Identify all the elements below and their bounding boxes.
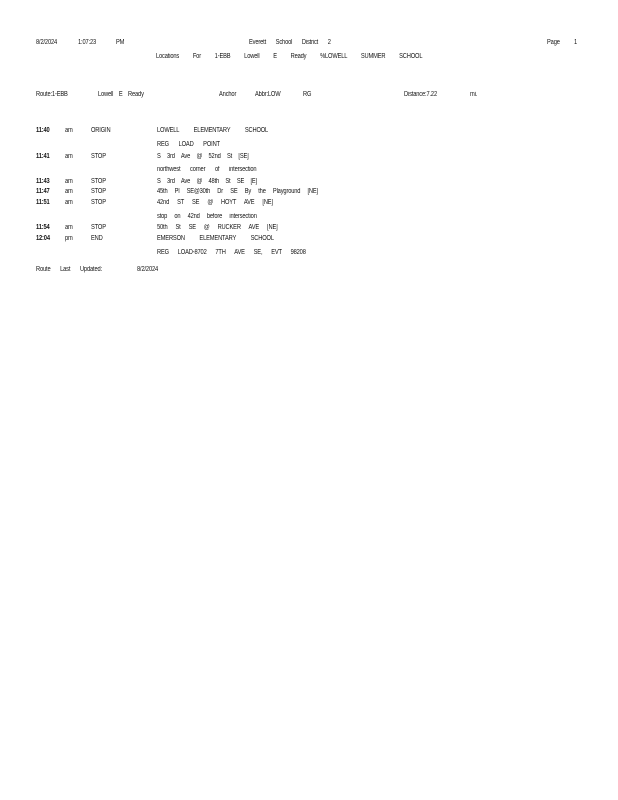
stop-time: 11:54 (36, 224, 50, 231)
stop-type: ORIGIN (91, 127, 111, 134)
stop-location: S 3rd Ave @ 48th St SE [E] (157, 178, 258, 185)
distance-unit: mi. (470, 91, 478, 98)
stop-note: stop on 42nd before intersection (157, 213, 257, 220)
stop-time: 11:51 (36, 199, 50, 206)
stop-ampm: am (65, 188, 73, 195)
report-subtitle: Locations For 1-EBB Lowell E Ready %LOWELL SUMMER SCHOOL (156, 53, 423, 60)
route-abbr-code: RG (303, 91, 312, 98)
stop-time: 11:43 (36, 178, 50, 185)
stop-type: STOP (91, 178, 106, 185)
stop-location: 42nd ST SE @ HOYT AVE [NE] (157, 199, 273, 206)
route-name: Lowell E Ready (98, 91, 144, 98)
stop-type: STOP (91, 153, 106, 160)
stop-type: STOP (91, 199, 106, 206)
stop-type: STOP (91, 224, 106, 231)
stop-note: REG LOAD POINT (157, 141, 220, 148)
stop-ampm: am (65, 178, 73, 185)
stop-ampm: pm (65, 235, 73, 242)
route-distance: Distance:7.22 (404, 91, 437, 98)
report-time-ampm: PM (116, 39, 125, 46)
last-updated-date: 8/2/2024 (137, 266, 159, 273)
stop-location: LOWELL ELEMENTARY SCHOOL (157, 127, 269, 134)
stop-time: 11:47 (36, 188, 50, 195)
stop-ampm: am (65, 224, 73, 231)
stop-time: 12:04 (36, 235, 50, 242)
report-date: 8/2/2024 (36, 39, 58, 46)
route-id: Route:1-EBB (36, 91, 68, 98)
stop-location: 45th Pl SE@30th Dr SE By the Playground [NE] (157, 188, 318, 195)
route-abbr: Abbr:LOW (255, 91, 281, 98)
stop-location: 50th St SE @ RUCKER AVE [NE] (157, 224, 278, 231)
stop-location: EMERSON ELEMENTARY SCHOOL (157, 235, 274, 242)
stop-note: northwest corner of intersection (157, 166, 257, 173)
last-updated-label: Route Last Updated: (36, 266, 102, 273)
page-label: Page (547, 39, 560, 46)
anchor-label: Anchor (219, 91, 237, 98)
page-number: 1 (574, 39, 578, 46)
district-title: Everett School District 2 (249, 39, 331, 46)
stop-ampm: am (65, 199, 73, 206)
stop-type: END (91, 235, 103, 242)
stop-ampm: am (65, 127, 73, 134)
stop-note: REG LOAD-8702 7TH AVE SE, EVT 98208 (157, 249, 306, 256)
stop-type: STOP (91, 188, 106, 195)
stop-time: 11:40 (36, 127, 50, 134)
report-time: 1:07:23 (78, 39, 97, 46)
stop-ampm: am (65, 153, 73, 160)
stop-time: 11:41 (36, 153, 50, 160)
stop-location: S 3rd Ave @ 52nd St [SE] (157, 153, 249, 160)
